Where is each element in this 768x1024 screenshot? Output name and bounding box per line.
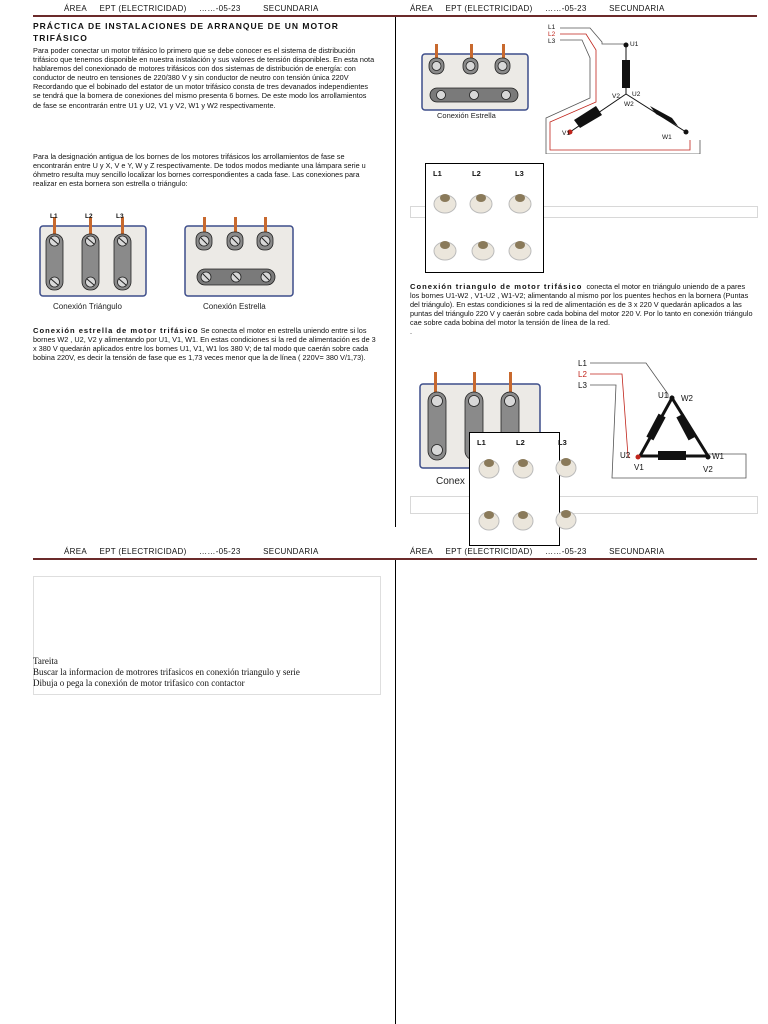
task-line-2: Dibuja o pega la conexión de motor trifasico con contactor (33, 678, 245, 688)
board-label-l1: L1 (50, 213, 58, 220)
star-label-v2: V2 (612, 93, 620, 100)
board-label-l2: L2 (85, 213, 93, 220)
caption-estrella: Conexión Estrella (203, 302, 266, 311)
header-date: ……-05-23 (545, 4, 587, 13)
delta-label-w2: W2 (681, 394, 693, 403)
terminal-board-star (183, 212, 297, 298)
delta-label-w1: W1 (712, 452, 724, 461)
terminal-board-triangle (38, 212, 150, 298)
header-area: ÁREA (64, 4, 87, 13)
terminal-label-l2: L2 (516, 438, 525, 447)
header-subject: EPT (ELECTRICIDAD) (99, 4, 187, 13)
column-divider-top (395, 17, 396, 527)
board-label-l3: L3 (116, 213, 124, 220)
task-block (33, 656, 300, 689)
delta-line-l1: L1 (578, 359, 587, 368)
column-divider-bottom (395, 560, 396, 1024)
header-level: SECUNDARIA (609, 547, 665, 556)
task-line-1: Buscar la informacion de motrores trifasicos en conexión triangulo y serie (33, 667, 300, 677)
star-label-u1: U1 (630, 41, 639, 48)
delta-line-l3: L3 (578, 381, 587, 390)
delta-label-v1: V1 (634, 463, 644, 472)
star-label-u2: U2 (632, 91, 641, 98)
header-date: ……-05-23 (199, 547, 241, 556)
estrella-text: Se conecta el motor en estrella uniendo entre si los bornes W2 , U2, V2 y alimentando por U1, V1, W1. En estas condiciones si la red de alimentación es de 3 x 380 V quedarán aplicados entre los bornes U1, V1, W1 los 380 V; de tal modo que caerán sobre cada bobina 220V, es decir la tensión de fase que es 1,73 veces menor que la de línea ( 220V= 380 V/1,73). (33, 326, 376, 363)
delta-label-v2: V2 (703, 465, 713, 474)
terminal-board-star-small (420, 42, 532, 112)
delta-line-l2: L2 (578, 370, 587, 379)
star-line-l2: L2 (548, 31, 556, 38)
delta-label-u2: U2 (620, 451, 631, 460)
trailing-dot: . (410, 327, 413, 337)
terminal-label-l2: L2 (472, 169, 481, 178)
terminal-box-1 (425, 163, 544, 273)
header-area: ÁREA (64, 547, 87, 556)
delta-label-u1: U1 (658, 391, 669, 400)
header-right-top (410, 4, 675, 13)
header-level: SECUNDARIA (263, 4, 319, 13)
header-subject: EPT (ELECTRICIDAD) (445, 4, 533, 13)
terminal-label-l3-visible: L3 (558, 438, 567, 447)
terminal-label-l1: L1 (477, 438, 486, 447)
caption-estrella-right: Conexión Estrella (437, 111, 496, 120)
header-right-bottom (410, 547, 675, 556)
panel-frame-2 (410, 496, 758, 514)
header-left-top (64, 4, 329, 13)
star-label-w2: W2 (624, 101, 634, 108)
terminal-posts-2-right (552, 432, 582, 544)
header-level: SECUNDARIA (263, 547, 319, 556)
designation-paragraph: Para la designación antigua de los bornes de los motores trifásicos los arrollamientos de fase se encontrarán entre U y X, V e Y, W y Z respectivamente. De todos modos mediante una lámpara serie u óhmetro resulta muy sencillo localizar los bornes correspondientes a cada fase. Las conexiones para realizar en esta bornera son estrella o triángulo: (33, 152, 366, 189)
estrella-heading: Conexión estrella de motor trifásico (33, 326, 199, 335)
triangulo-heading: Conexión triangulo de motor trifásico (410, 282, 583, 291)
triangulo-text: conecta el motor en triángulo uniendo de a pares los bornes U1-W2 , V1-U2 , W1-V2; alimentando al mismo por los puentes hechos en la bornera (Puntas del triángulo). En estas condiciones si la red de alimentación es de 3 x 220 V quedarán aplicados a las puntas del triángulo 220 V y caerán sobre cada bobina del motor 220 V. Por lo tanto en conexión triángulo cae sobre cada bobina del motor la tensión de línea de la red. (410, 282, 753, 328)
star-line-l3: L3 (548, 38, 556, 45)
caption-triangulo: Conexión Triángulo (53, 302, 122, 311)
task-title: Tareita (33, 656, 58, 666)
estrella-paragraph (33, 326, 376, 362)
delta-schematic (576, 358, 756, 486)
star-line-l1: L1 (548, 24, 556, 31)
star-label-v1: V1 (562, 130, 570, 137)
header-subject: EPT (ELECTRICIDAD) (99, 547, 187, 556)
terminal-label-l1: L1 (433, 169, 442, 178)
terminal-posts-2 (470, 433, 559, 545)
terminal-box-2 (469, 432, 567, 546)
header-area: ÁREA (410, 547, 433, 556)
triangulo-paragraph (410, 282, 756, 337)
intro-paragraph: Para poder conectar un motor trifásico lo primero que se debe conocer es el sistema de distribución trifásico que tenemos disponible en nuestra instalación y sus valores de tensión disponibles. En esta nota hablaremos del conexionado de motores trifásicos con dos sistemas de distribución de energía: con conductor de neutro en tensiones de 220/380 V y sin conductor de neutro con tensión única 220V Recordando que el bobinado del estator de un motor trifásico consta de tres devanados independientes se tendrá que la bornera de conexiones del mismo presenta 6 bornes. De este modo los arrollamientos de fase se encontrarán entre U1 y U2, V1 y V2, W1 y W2 respectivamente. (33, 46, 375, 110)
page-title: PRÁCTICA DE INSTALACIONES DE ARRANQUE DE UN MOTOR TRIFÁSICO (33, 21, 339, 43)
caption-conex: Conex (436, 476, 465, 487)
header-subject: EPT (ELECTRICIDAD) (445, 547, 533, 556)
terminal-label-l3: L3 (515, 169, 524, 178)
header-date: ……-05-23 (199, 4, 241, 13)
header-area: ÁREA (410, 4, 433, 13)
header-level: SECUNDARIA (609, 4, 665, 13)
header-date: ……-05-23 (545, 547, 587, 556)
star-label-w1: W1 (662, 134, 672, 141)
terminal-posts-1 (426, 164, 543, 272)
header-left-bottom (64, 547, 329, 556)
